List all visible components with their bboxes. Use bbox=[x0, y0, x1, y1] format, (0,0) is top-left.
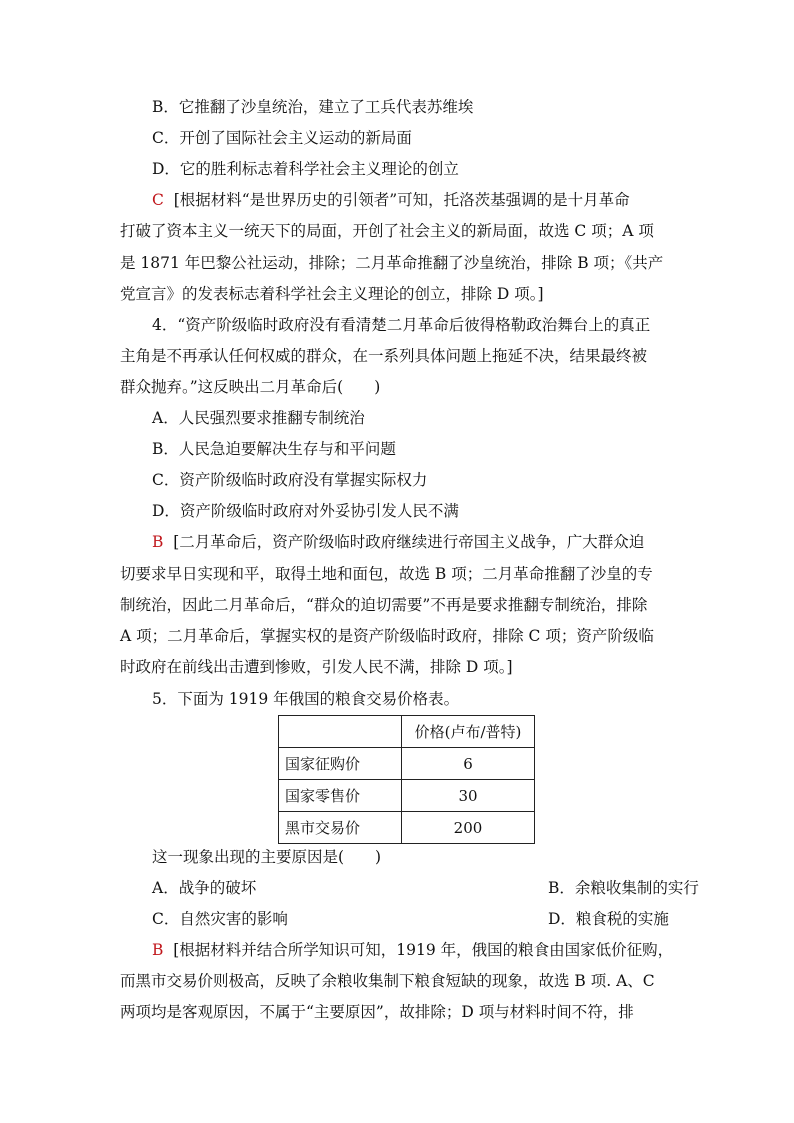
q4-stem-line: 4．“资产阶级临时政府没有看清楚二月革命后彼得格勒政治舞台上的真正 bbox=[152, 316, 651, 334]
q5-options-row-2 bbox=[152, 909, 712, 929]
row-value: 30 bbox=[402, 780, 535, 812]
q5-explanation-text: [根据材料并结合所学知识可知，1919 年，俄国的粮食由国家低价征购， bbox=[173, 941, 674, 959]
q4-explanation-line: A 项；二月革命后，掌握实权的是资产阶级临时政府，排除 C 项；资产阶级临 bbox=[120, 627, 654, 645]
q5-explanation-line bbox=[152, 940, 712, 960]
q4-stem-line: 群众抛弃。”这反映出二月革命后( ) bbox=[120, 378, 381, 396]
q4-answer-letter: B bbox=[152, 533, 164, 551]
q3-option-b: B．它推翻了沙皇统治，建立了工兵代表苏维埃 bbox=[152, 98, 474, 116]
q3-answer-letter: C bbox=[152, 191, 164, 209]
q4-option-a: A．人民强烈要求推翻专制统治 bbox=[152, 409, 365, 427]
q4-stem-line: 主角是不再承认任何权威的群众，在一系列具体问题上拖延不决，结果最终被 bbox=[120, 347, 648, 365]
q5-answer-letter: B bbox=[152, 941, 164, 959]
q3-explanation-line: 党宣言》的发表标志着科学社会主义理论的创立，排除 D 项。] bbox=[120, 285, 544, 303]
q3-explanation-line bbox=[152, 190, 712, 210]
grain-price-table bbox=[278, 715, 535, 844]
q5-option-a: A．战争的破坏 bbox=[152, 879, 257, 897]
table-row bbox=[279, 780, 535, 812]
row-label: 国家征购价 bbox=[279, 748, 402, 780]
table-header-row bbox=[279, 716, 535, 748]
q4-option-d: D．资产阶级临时政府对外妥协引发人民不满 bbox=[152, 502, 459, 520]
row-value: 200 bbox=[402, 812, 535, 844]
table-corner-cell bbox=[279, 716, 402, 748]
q4-explanation-line bbox=[152, 532, 712, 552]
q3-explanation-line: 打破了资本主义一统天下的局面，开创了社会主义的新局面，故选 C 项；A 项 bbox=[120, 222, 654, 240]
q4-explanation-line: 时政府在前线出击遭到惨败，引发人民不满，排除 D 项。] bbox=[120, 658, 513, 676]
table-header-cell: 价格(卢布/普特) bbox=[402, 716, 535, 748]
q5-explanation-line: 两项均是客观原因，不属于“主要原因”，故排除；D 项与材料时间不符，排 bbox=[120, 1003, 634, 1021]
q5-options-row-1 bbox=[152, 878, 712, 898]
q5-option-d: D．粮食税的实施 bbox=[548, 910, 669, 928]
q5-question: 这一现象出现的主要原因是( ) bbox=[152, 848, 382, 866]
q5-option-c: C．自然灾害的影响 bbox=[152, 910, 288, 928]
row-label: 黑市交易价 bbox=[279, 812, 402, 844]
table-row bbox=[279, 812, 535, 844]
q4-explanation-line: 制统治，因此二月革命后，“群众的迫切需要”不再是要求推翻专制统治，排除 bbox=[120, 596, 648, 614]
q5-explanation-line: 而黑市交易价则极高，反映了余粮收集制下粮食短缺的现象，故选 B 项. A、C bbox=[120, 972, 655, 990]
q3-explanation-line: 是 1871 年巴黎公社运动，排除；二月革命推翻了沙皇统治，排除 B 项；《共产 bbox=[120, 254, 664, 272]
row-value: 6 bbox=[402, 748, 535, 780]
q5-option-b: B．余粮收集制的实行 bbox=[548, 879, 699, 897]
q4-explanation-text: [二月革命后，资产阶级临时政府继续进行帝国主义战争，广大群众迫 bbox=[173, 533, 645, 551]
row-label: 国家零售价 bbox=[279, 780, 402, 812]
q3-option-c: C．开创了国际社会主义运动的新局面 bbox=[152, 129, 412, 147]
q4-option-b: B．人民急迫要解决生存与和平问题 bbox=[152, 440, 396, 458]
q4-option-c: C．资产阶级临时政府没有掌握实际权力 bbox=[152, 471, 428, 489]
q3-explanation-text: [根据材料“是世界历史的引领者”可知，托洛茨基强调的是十月革命 bbox=[173, 191, 630, 209]
q4-explanation-line: 切要求早日实现和平，取得土地和面包，故选 B 项；二月革命推翻了沙皇的专 bbox=[120, 565, 653, 583]
table-row bbox=[279, 748, 535, 780]
q5-stem: 5．下面为 1919 年俄国的粮食交易价格表。 bbox=[152, 690, 460, 708]
q3-option-d: D．它的胜利标志着科学社会主义理论的创立 bbox=[152, 160, 459, 178]
